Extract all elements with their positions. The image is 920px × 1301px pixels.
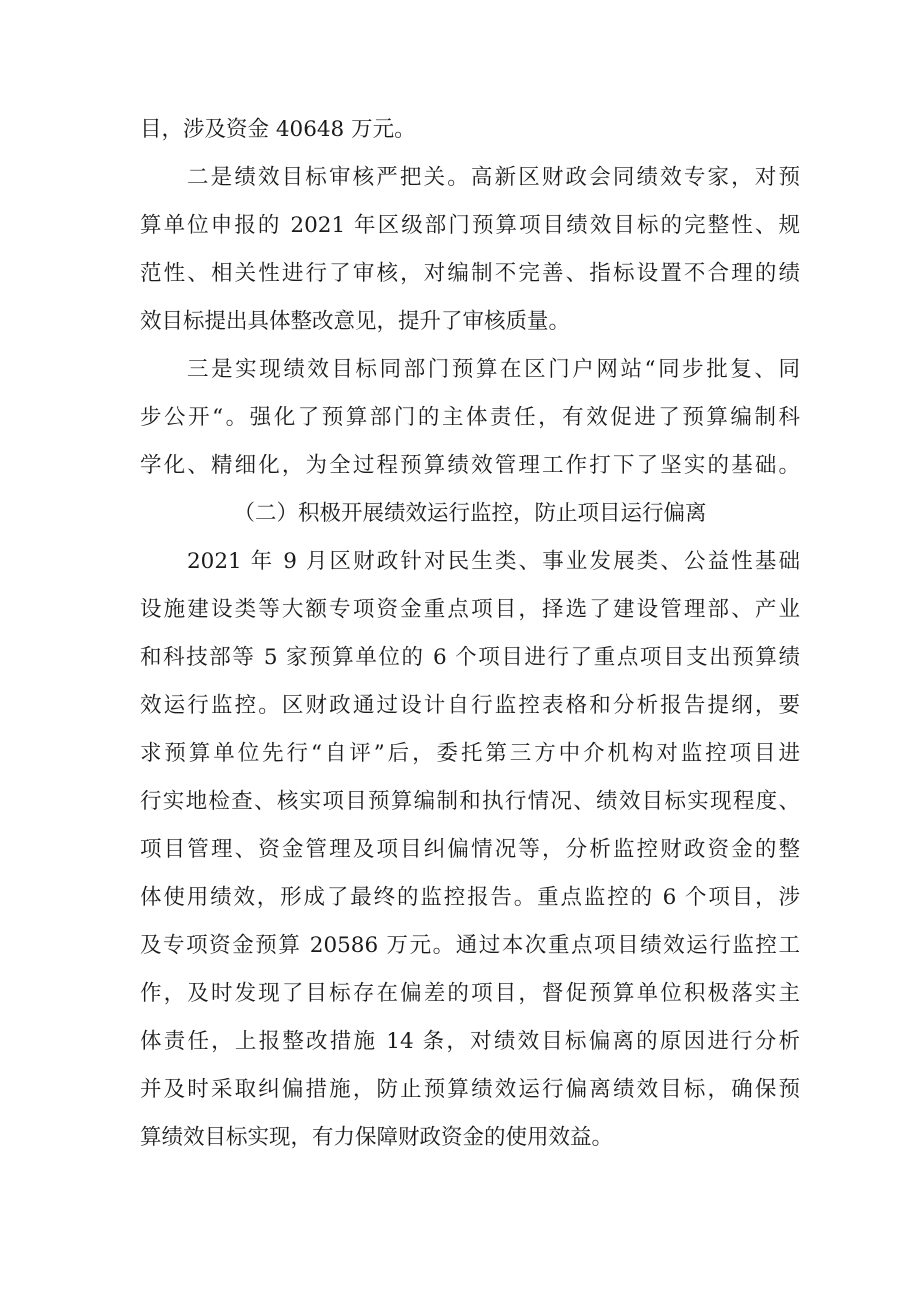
paragraph-line: 和科技部等 5 家预算单位的 6 个项目进行了重点项目支出预算绩 xyxy=(140,645,800,670)
paragraph-line: 二是绩效目标审核严把关。高新区财政会同绩效专家，对预 xyxy=(187,165,800,190)
paragraph-line: 范性、相关性进行了审核，对编制不完善、指标设置不合理的绩 xyxy=(140,261,800,286)
paragraph-line: 求预算单位先行“自评”后，委托第三方中介机构对监控项目进 xyxy=(140,741,800,766)
paragraph-line: 学化、精细化，为全过程预算绩效管理工作打下了坚实的基础。 xyxy=(140,453,800,478)
paragraph-line: 效目标提出具体整改意见，提升了审核质量。 xyxy=(140,309,571,334)
paragraph-line: 作，及时发现了目标存在偏差的项目，督促预算单位积极落实主 xyxy=(140,981,800,1006)
paragraph-line: 设施建设类等大额专项资金重点项目，择选了建设管理部、产业 xyxy=(140,597,800,622)
paragraph-line: 行实地检查、核实项目预算编制和执行情况、绩效目标实现程度、 xyxy=(140,789,800,814)
paragraph-line: 项目管理、资金管理及项目纠偏情况等，分析监控财政资金的整 xyxy=(140,837,800,862)
paragraph-line: 算绩效目标实现，有力保障财政资金的使用效益。 xyxy=(140,1125,614,1150)
paragraph-line: 并及时采取纠偏措施，防止预算绩效运行偏离绩效目标，确保预 xyxy=(140,1077,800,1102)
paragraph-line: 目，涉及资金 40648 万元。 xyxy=(140,117,416,142)
paragraph-line: 及专项资金预算 20586 万元。通过本次重点项目绩效运行监控工 xyxy=(140,933,800,958)
paragraph-line: 步公开“。强化了预算部门的主体责任，有效促进了预算编制科 xyxy=(140,405,800,430)
paragraph-line: 体使用绩效，形成了最终的监控报告。重点监控的 6 个项目，涉 xyxy=(140,885,800,910)
paragraph-line: 算单位申报的 2021 年区级部门预算项目绩效目标的完整性、规 xyxy=(140,213,800,238)
paragraph-line: 效运行监控。区财政通过设计自行监控表格和分析报告提纲，要 xyxy=(140,693,800,718)
section-heading: （二）积极开展绩效运行监控，防止项目运行偏离 xyxy=(233,501,707,526)
paragraph-line: 体责任，上报整改措施 14 条，对绩效目标偏离的原因进行分析 xyxy=(140,1029,800,1054)
paragraph-line: 2021 年 9 月区财政针对民生类、事业发展类、公益性基础 xyxy=(187,549,800,574)
paragraph-line: 三是实现绩效目标同部门预算在区门户网站“同步批复、同 xyxy=(187,357,800,382)
